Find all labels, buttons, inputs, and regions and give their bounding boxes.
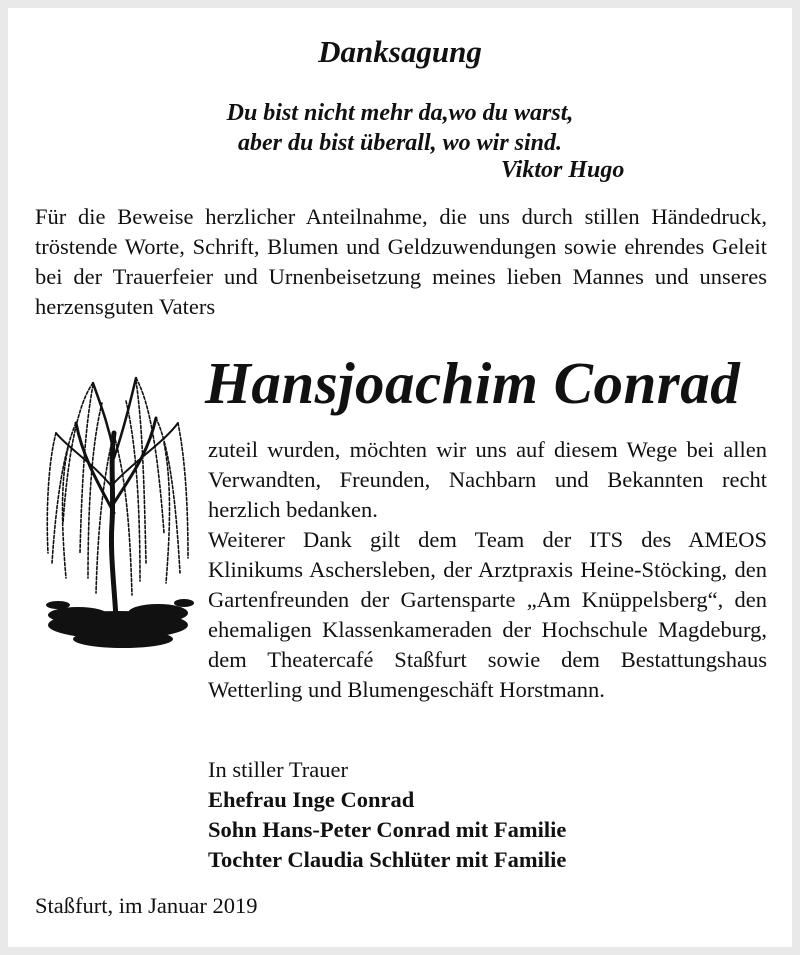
deceased-name: Hansjoachim Conrad — [205, 350, 741, 416]
mourners-block — [208, 755, 566, 875]
quote — [8, 98, 792, 158]
mourner-name: Ehefrau Inge Conrad — [208, 787, 415, 812]
weeping-willow-tree-icon — [38, 363, 194, 653]
mourner-name: Tochter Claudia Schlüter mit Familie — [208, 847, 567, 872]
mourners-intro: In stiller Trauer — [208, 757, 348, 782]
intro-paragraph: Für die Beweise herzlicher Anteilnahme, die uns durch stillen Händedruck, tröstende Worte, Schrift, Blumen und Geldzuwendungen sowie ehrendes Geleit bei der Trauerfeier und Urnenbeisetzung meines lieben Mannes und unseres herzensguten Vaters — [35, 204, 767, 319]
thanks-paragraph-2: Weiterer Dank gilt dem Team der ITS des AMEOS Klinikums Aschersleben, der Arztpraxis Heine-Stöcking, den Gartenfreunden der Gartensparte „Am Knüppelsberg“, den ehemaligen Klassenkameraden der Hochschule Magdeburg, dem Theatercafé Staßfurt sowie dem Bestattungshaus Wetterling und Blumengeschäft Horstmann. — [208, 527, 767, 702]
quote-line-1: Du bist nicht mehr da,wo du warst, — [226, 100, 574, 126]
thanks-text — [208, 435, 767, 705]
quote-author: Viktor Hugo — [501, 157, 625, 183]
heading: Danksagung — [318, 34, 482, 69]
place-date: Staßfurt, im Januar 2019 — [35, 893, 258, 918]
obituary-card — [8, 8, 792, 947]
thanks-paragraph-1: zuteil wurden, möchten wir uns auf diesem Wege bei allen Verwandten, Freunden, Nachbarn und Bekannten recht herzlich bedanken. — [208, 437, 767, 522]
mourner-name: Sohn Hans-Peter Conrad mit Familie — [208, 817, 567, 842]
quote-line-2: aber du bist überall, wo wir sind. — [237, 130, 563, 156]
